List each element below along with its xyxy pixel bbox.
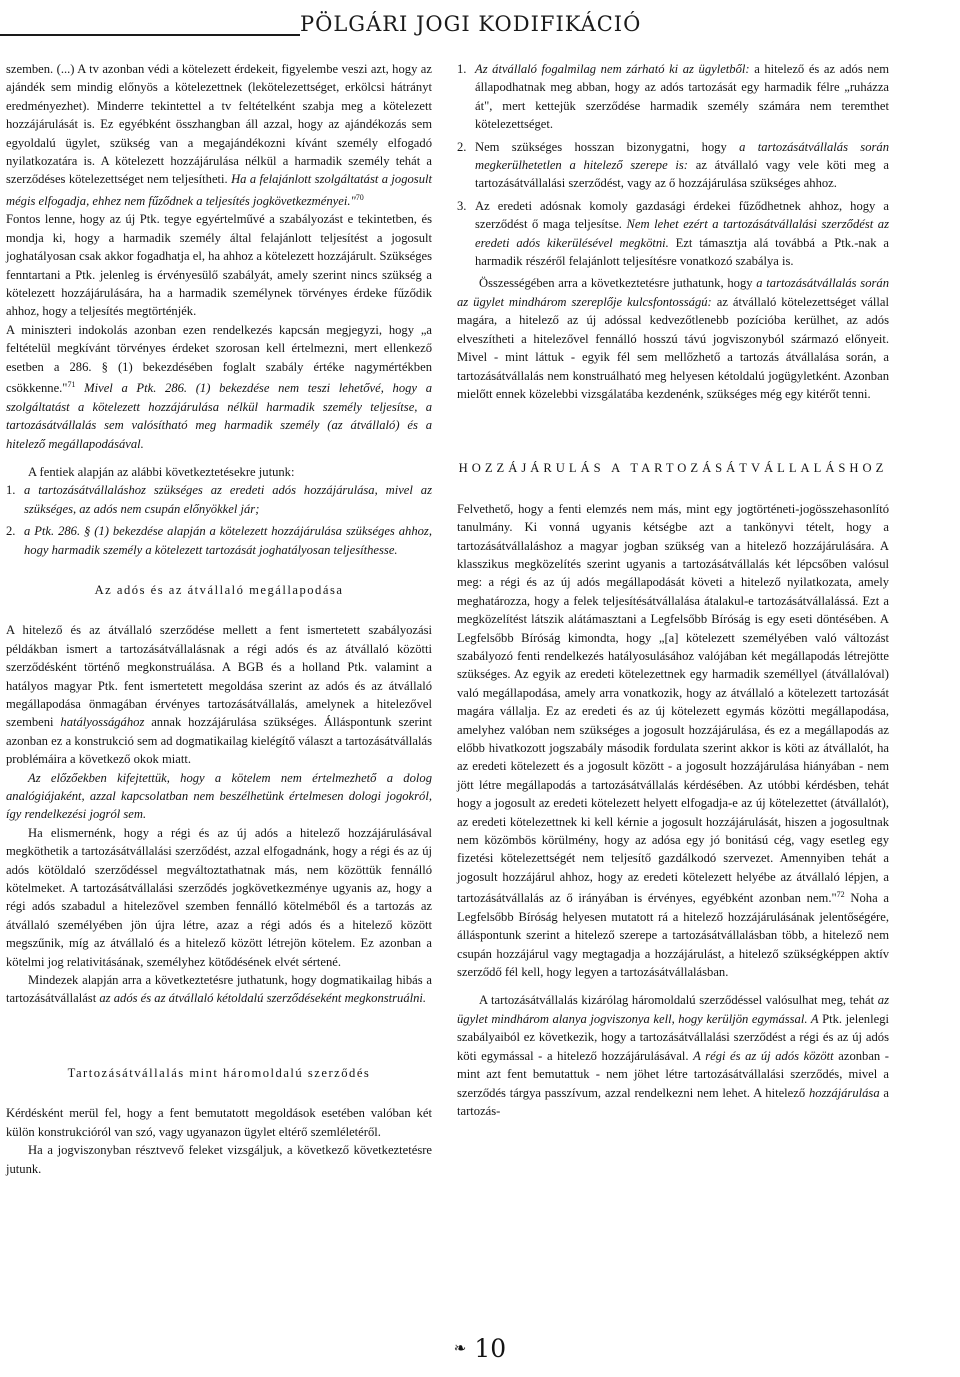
footnote-ref: 71 — [67, 380, 76, 390]
footnote-ref: 70 — [355, 192, 364, 202]
section-heading: Tartozásátvállalás mint háromoldalú szerződés — [67, 1065, 371, 1080]
paragraph: A miniszteri indokolás azonban ezen rendelkezés kapcsán megjegyzi, hogy „a feltételül megkívánt törvényes érdeket szorosan kell értelmezni, mert ellenkező esetben a 286. § (1) bekezdésében foglalt szabály értéke nagymértékben csökkenne."$^{71}$ Mivel a Ptk. 286. (1) bekezdése nem teszi lehetővé, hogy a szolgáltatást a kötelezett hozzájárulása nélkül harmadik személy teljesítse, a tartozásátvállalás sem valósítható meg harmadik személy (az átvállaló) és a hitelező megállapodásával. — [6, 322, 432, 451]
list-item: 2. Nem szükséges hosszan bizonygatni, hogy a tartozásátvállalás során megkerülhetetlen a hitelező szerepe is: az átvállaló vagy vele köti meg a tartozásátvállalási szerződést, vagy az ő hozzájárulása szükséges ahhoz. — [457, 139, 889, 191]
footnote-ref: 72 — [836, 890, 845, 900]
conclusion-list — [6, 481, 432, 559]
paragraph: Kérdésként merül fel, hogy a fent bemutatott megoldások esetében valóban két külön konstrukcióról van szó, vagy ugyanazon ügylet eltérő szemléletéről. — [6, 1106, 432, 1139]
right-column — [457, 60, 889, 1120]
list-item: 2. a Ptk. 286. § (1) bekezdése alapján a kötelezett hozzájárulása szükséges ahhoz, hogy harmadik személy a kötelezett tartozását joghatályosan teljesíthesse. — [6, 524, 432, 557]
list-item: 1. a tartozásátvállaláshoz szükséges az eredeti adós hozzájárulása, mivel az szükséges, az adós nem csupán előnyökkel jár; — [6, 483, 432, 516]
paragraph: Ha a jogviszonyban résztvevő feleket vizsgáljuk, a következő következtetésre jutunk. — [6, 1143, 432, 1176]
header-rule — [0, 34, 300, 36]
page-number: 10 — [474, 1334, 507, 1363]
list-item: 3. Az eredeti adósnak komoly gazdasági érdekei fűződhetnek ahhoz, hogy a szerződést ő maga teljesítse. Nem lehet ezért a tartozásátvállalási szerződést az eredeti adós kikerülésével megkötni. Ezt támasztja alá továbbá a Ptk.-nak a harmadik részéről felajánlott teljesítésre vonatkozó szabálya is. — [457, 198, 889, 269]
paragraph: Fontos lenne, hogy az új Ptk. tegye egyértelművé a szabályozást e tekintetben, és mondja ki, hogy a harmadik személy által felajánlott teljesítést a jogosult joghatályosan csak akkor fogadhatja el, ha ahhoz a kötelezett hozzájárult. Szükséges fenntartani a Ptk. jelenleg is érvényesülő szabályát, amely szerint nincs szükség a kötelezett hozzájárulására, ha a harmadik személynek törvényes érdeke fűződik ahhoz, hogy a teljesítés megtörténjék. — [6, 212, 432, 319]
paragraph: Az előzőekben kifejtettük, hogy a kötelem nem értelmezhető a dolog analógiájaként, azzal kapcsolatban nem beszélhetünk értelmesen dologi jogokról, így rendelkezési jogról sem. — [6, 770, 432, 822]
section-heading: Az adós és az átvállaló megállapodása — [94, 582, 344, 597]
page-header — [0, 0, 960, 48]
left-column — [6, 60, 432, 1178]
paragraph: Összességében arra a következtetésre juthatunk, hogy a tartozásátvállalás során az ügylet mindhárom szereplője kulcsfontosságú: az átvállaló kötelezettséget vállal magára, a hitelező az új adóssal kedvezőtlenebb pozícióba kerülhet, az adós elveszítheti a hitelezővel fennálló hosszú távú jogviszonyból származó előnyeit. Mivel - mint láttuk - egyik fél sem mellőzhető a tartozás átvállalása során, a tartozásátvállalás nem konstruálható meg helyesen kétoldalú jogügyletként. Azonban mielőtt ennek közelebbi vizsgálatába kezdenénk, szükséges még egy kitérőt tenni. — [457, 276, 890, 401]
paragraph: A hitelező és az átvállaló szerződése mellett a fent ismertetett szabályozási példákban ismert a tartozásátvállalásnak a régi adós és az átvállaló közötti szerződésként történő megkonstruálása. A BGB és a holland Ptk. valamint a hatályos magyar Ptk. fent ismertetett megoldása szerint az adós és az átvállaló megállapodása önmagában érvényes tartozásátvállalás, amelynek a hitelezővel szembeni hatályosságához annak hozzájárulása szükséges. Álláspontunk szerint azonban ez a konstrukció sem ad dogmatikailag kielégítő választ a tartozásátvállalás problémáira a következő okok miatt. — [6, 623, 432, 767]
paragraph: Mindezek alapján arra a következtetésre juthatunk, hogy dogmatikailag hibás a tartozásátvállalást az adós és az átvállaló kétoldalú szerződéseként megkonstruálni. — [6, 973, 432, 1006]
paragraph: szemben. (...) A tv azonban védi a kötelezett érdekeit, figyelembe veszi azt, hogy az ajándék sem mindig előnyös a kötelezettnek (lekötelezettséget, erkölcsi hátrányt eredményezhet). Minderre tekintettel a tv feltételként szabja meg a kötelezett hozzájárulását is. Ez egyébként összhangban áll azzal, hogy az ajándékozás sem egyoldalú ügylet, szükség van a megajándékozni kívánt személy elfogadó nyilatkozatára is. A kötelezett hozzájárulása nélkül a harmadik személy tehát a szerződéses kötelezettséget nem teljesítheti. Ha a felajánlott szolgáltatást a jogosult mégis elfogadja, ehhez nem fűződnek a teljesítés jogkövetkezményei."$^{70}$ — [6, 62, 432, 209]
paragraph: A tartozásátvállalás kizárólag háromoldalú szerződéssel valósulhat meg, tehát az ügylet mindhárom alanya jogviszonya kell, hogy kerüljön egymással. A Ptk. jelenlegi szabályaiból ez következik, hogy a tartozásátvállalási szerződést a régi és az új adós köti egymással - a hitelező hozzájárulásával. A régi és az új adós között azonban - mint azt fent bemutattuk - nem jöhet létre tartozásátvállalási szerződés, mivel a szerződés tárgya passzívum, azzal rendelkezni nem lehet. A hitelező hozzájárulása a tartozás- — [457, 993, 889, 1118]
page-footer — [0, 1334, 960, 1368]
list-item: 1. Az átvállaló fogalmilag nem zárható ki az ügyletből: a hitelező és az adós nem állapodhatnak meg abban, hogy az adós tartozását egy harmadik félre „ruházza át", mert kettejük szerződése harmadik személy számára nem teremthet kötelezettséget. — [457, 62, 889, 132]
paragraph: A fentiek alapján az alábbi következtetésekre jutunk: — [28, 464, 295, 479]
paragraph: Ha elismernénk, hogy a régi és az új adós a hitelező hozzájárulásával megköthetik a tartozásátvállalási szerződést, azzal elfogadnánk, hogy a régi és az új adós kötöldaló szerződéssel megváltoztathatnak más, nem közöttük fennálló kötelmeket. A tartozásátvállalási szerződés jogkövetkezménye ugyanis az, hogy a régi adós szabadul a hitelezővel szemben fennálló kötelméből és a tartozás az átvállaló személyében jön újra létre, azaz a régi adós és a hitelező között megszűnik, míg az átvállaló és a hitelező között létrejön kötelem. Ez azonban a kötelmi jog relativitásának, személyhez kötődésének elvét sértené. — [6, 825, 432, 969]
running-title: PÖLGÁRI JOGI KODIFIKÁCIÓ — [300, 12, 642, 36]
paragraph: Felvethető, hogy a fenti elemzés nem más, mint egy jogtörténeti-jogösszehasonlító tanulmány. Ki vonná ugyanis kétségbe azt a tankönyvi tételt, hogy a tartozásátvállaláshoz a magyar jogban szükség van a hitelező hozzájárulására. A klasszikus megközelítés szerint ugyanis a tartozásátvállalás két lépcsőben valósul meg: a régi és az új adós megállapodását követi a hitelező nyilatkozata, amely meghatározza, hogy a felek teljesítésátvállalása átalakul-e tartozásátvállalássá. Ezt a megközelítést látszik alátámasztani a Legfelsőbb Bíróság is egy eseti döntésében. A Legfelsőbb Bíróság kimondta, hogy „[a] kötelezett személyében való változást szabályozó fenti rendelkezés hatályosulásához valójában két megállapodás létrejötte szükséges. Az egyik az eredeti kötelezettnek egy harmadik személlyel (átvállalóval) való megállapodása, amely arra vonatkozik, hogy az átvállaló a kötelezett tartozását magára vállalja. Ez az eredeti és az új kötelezett egymás közötti megállapodása, amelyhez valóban nem szükséges a jogosult hozzájárulása, és ez a megállapodás az előbb hivatkozott jogszabály második fordulata szerint akkor is köti az átvállalót, ha az eredeti kötelezett és a jogosult között - a jogosult hozzájárulása hiányában - nem jött létre megállapodás a tartozásátvállalás kérdésében. Az utóbbi kérdésben, tehát hogy a jogosult az eredeti kötelezett helyett elfogadja-e az új kötelezettet (átvállalót), az eredeti kötelezettnek ki kell kérnie a jogosult hozzájárulását, hiszen a jogosultnak nem közömbös körülmény, hogy az adósa egy jó bonitású cég, vagy esetleg egy fizetési kötelezettségét nem teljesítő gazdálkodó szervezet. Amennyiben tehát a jogosult hozzájárul ahhoz, hogy az eredeti kötelezett helyébe az átvállaló lépjen, a tartozásátvállalás az ő irányában is érvényes, egyébként azonban nem."$^{72}$ Noha a Legfelsőbb Bíróság helyesen mutatott rá a hitelező hozzájárulásának jelentőségére, álláspontunk szerint a hitelező szerepe a tartozásátvállalásban több, a hitelező nem csupán hozzájárul vagy megtagadja a hozzájárulást, a hitelező szükségképpen aktív szerződő fél kell, hogy legyen a tartozásátvállalásban. — [457, 501, 889, 980]
ornament-icon: ❧ — [453, 1341, 467, 1357]
section-heading: HOZZÁJÁRULÁS A TARTOZÁSÁTVÁLLALÁSHOZ — [458, 461, 888, 476]
numbered-list — [457, 60, 889, 270]
